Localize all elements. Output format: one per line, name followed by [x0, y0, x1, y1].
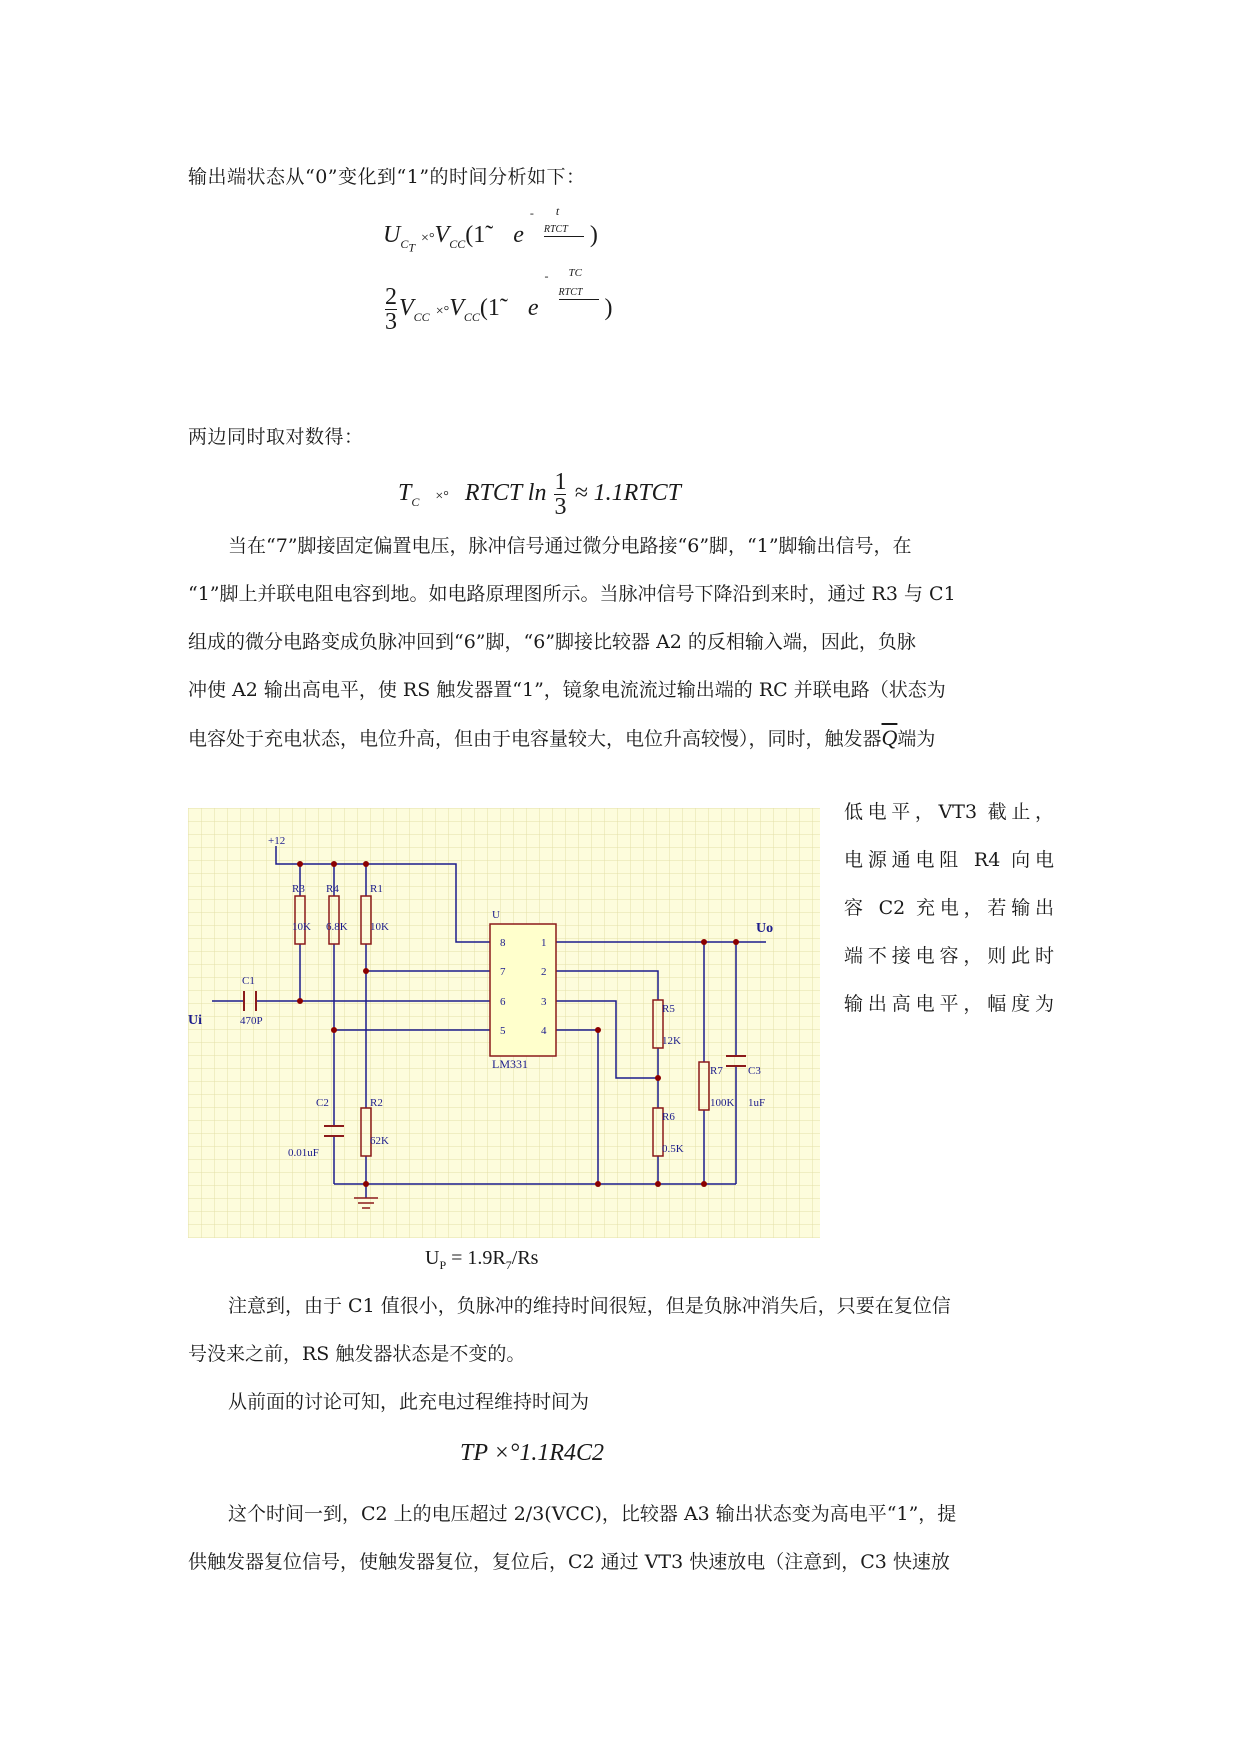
pin-2: 2 [541, 966, 547, 978]
pin-8: 8 [500, 937, 506, 949]
r1-value: 10K [370, 921, 389, 933]
r4-value: 6.8K [326, 921, 348, 933]
pin-1: 1 [541, 937, 547, 949]
c2-value: 0.01uF [288, 1147, 319, 1159]
pin-5: 5 [500, 1025, 506, 1037]
c1-ref: C1 [242, 975, 255, 987]
pin-7: 7 [500, 966, 506, 978]
r3-ref: R3 [292, 883, 305, 895]
formula-tc: $T_C$ ×° RTCT ln $\frac{1}{3}$ ≈ 1.1RTCT [398, 469, 682, 520]
r6-ref: R6 [662, 1111, 675, 1123]
exponent: - t RTCT [530, 222, 590, 232]
c2-ref: C2 [316, 1097, 329, 1109]
pin-3: 3 [541, 996, 547, 1008]
paragraph-note: 注意到，由于 C1 值很小，负脉冲的维持时间很短，但是负脉冲消失后，只要在复位信 号没来之前，RS 触发器状态是不变的。 从前面的讨论可知，此充电过程维持时间为 [188, 1295, 951, 1413]
r2-value: 62K [370, 1135, 389, 1147]
side-text: 低电平，VT3 截止， 电源通电阻 R4 向电 容 C2 充电，若输出 端不接电容，则此时 输出高电平，幅度为 [844, 801, 1054, 1015]
r1-ref: R1 [370, 883, 383, 895]
formula-threshold: $\frac{2}{3}$ $V_{CC}$ $\times^\circ V_{CC}(1̃$ e - TC RTCT ) [385, 267, 613, 335]
c3-value: 1uF [748, 1097, 766, 1109]
q-bar-symbol: $\overline{Q}$ [881, 725, 898, 750]
c3-ref: C3 [748, 1065, 761, 1077]
chip-name-label: LM331 [492, 1057, 528, 1071]
circuit-schematic [188, 808, 820, 1238]
r4-ref: R4 [326, 883, 339, 895]
exponent: - TC RTCT [545, 285, 605, 295]
output-label: Uo [756, 921, 774, 936]
formula-charge-voltage: $U_{C_T}$ $\times^\circ V_{CC}(1̃$ e - t RTCT ) [383, 204, 598, 255]
chip-ref-label: U [492, 909, 500, 921]
r3-value: 10K [292, 921, 311, 933]
pin-6: 6 [500, 996, 506, 1008]
r7-value: 100K [710, 1097, 735, 1109]
c1-value: 470P [240, 1015, 263, 1027]
r2-ref: R2 [370, 1097, 383, 1109]
take-log-text: 两边同时取对数得： [188, 426, 364, 448]
formula-tp: TP ×°1.1R4C2 [460, 1440, 605, 1466]
pin-4: 4 [541, 1025, 547, 1037]
r5-value: 12K [662, 1035, 681, 1047]
paragraph-principle: 当在“7”脚接固定偏置电压，脉冲信号通过微分电路接“6”脚，“1”脚输出信号，在 “1”脚上并联电阻电容到地。如电路原理图所示。当脉冲信号下降沿到来时，通过 R3 与 C1 组成的微分电路变成负脉冲回到“6”脚，“6”脚接比较器 A2 的反相输入端，因此，负脉 冲使 A2 输出高电平，使 RS 触发器置“1”，镜象电流流过输出端的 RC 并联电路（状态为 电容处于充电状态，电位升高，但由于电容量较大，电位升高较慢），同时，触发器$\overline{Q}$端为 [188, 535, 956, 750]
r6-value: 0.5K [662, 1143, 684, 1155]
input-label: Ui [188, 1013, 202, 1028]
r5-ref: R5 [662, 1003, 675, 1015]
r7-ref: R7 [710, 1065, 723, 1077]
amplitude-formula: $U_P = 1.9R_7/Rs$ [425, 1247, 539, 1272]
paragraph-reset: 这个时间一到，C2 上的电压超过 2/3(VCC)，比较器 A3 输出状态变为高电平“1”，提 供触发器复位信号，使触发器复位，复位后，C2 通过 VT3 快速放电（注意到，C3 快速放 [188, 1503, 957, 1573]
supply-label: +12 [268, 835, 286, 847]
intro-text: 输出端状态从“0”变化到“1”的时间分析如下： [188, 166, 586, 188]
